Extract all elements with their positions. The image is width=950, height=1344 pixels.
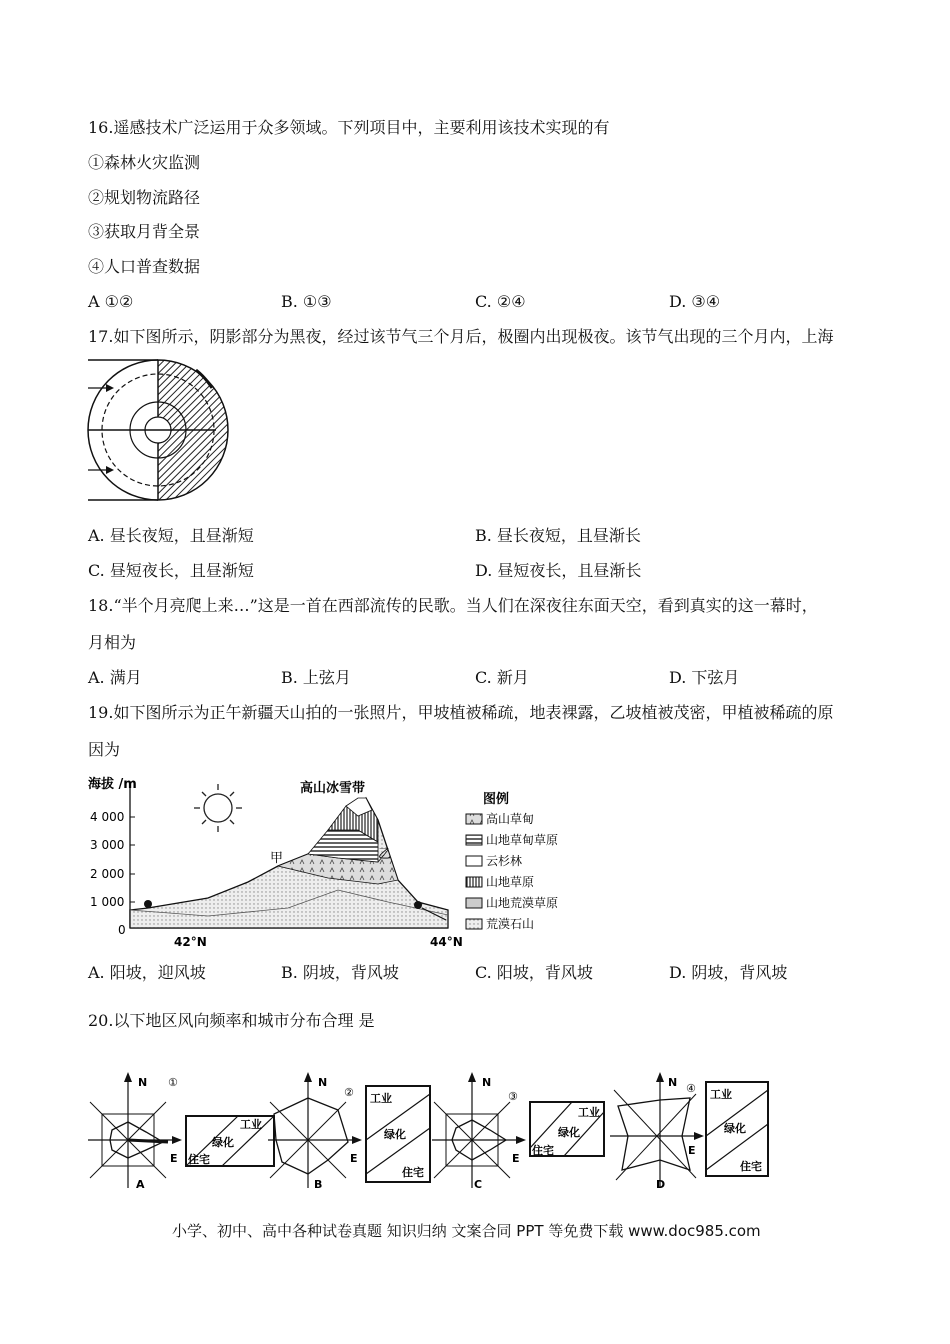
q19-legend-5: 山地荒漠草原 bbox=[486, 896, 559, 910]
q16-option-c: C. ②④ bbox=[475, 292, 526, 311]
q20-a-residence: 住宅 bbox=[188, 1153, 210, 1166]
q17-option-b: B. 昼长夜短，且昼渐长 bbox=[475, 526, 641, 545]
q19-legend-2: 山地草甸草原 bbox=[486, 833, 559, 847]
q20-a-east: E bbox=[170, 1152, 178, 1165]
q16-option-d: D. ③④ bbox=[669, 292, 721, 311]
q19-mountain-profile-figure bbox=[88, 770, 578, 950]
q19-stem-cont: 因为 bbox=[88, 740, 121, 759]
q19-stem: 19.如下图所示为正午新疆天山拍的一张照片，甲坡植被稀疏，地表裸露，乙坡植被茂密，甲植被稀疏的原 bbox=[88, 703, 834, 722]
sun-icon bbox=[194, 784, 242, 832]
q18-option-b: B. 上弦月 bbox=[281, 668, 351, 687]
q18-stem: 18.“半个月亮爬上来…”这是一首在西部流传的民歌。当人们在深夜往东面天空，看到真实的这一幕时， bbox=[88, 596, 818, 615]
q17-stem: 17.如下图所示，阴影部分为黑夜，经过该节气三个月后，极圈内出现极夜。该节气出现的三个月内，上海 bbox=[88, 327, 834, 346]
q19-legend-title: 图例 bbox=[483, 792, 510, 807]
q20-panel-b bbox=[268, 1070, 438, 1195]
q20-a-industry: 工业 bbox=[240, 1118, 262, 1131]
q20-d-green: 绿化 bbox=[724, 1122, 746, 1135]
q20-a-num: ① bbox=[168, 1076, 178, 1089]
q20-a-green: 绿化 bbox=[212, 1136, 234, 1149]
q17-earth-illumination-figure bbox=[88, 358, 218, 500]
q17-option-d: D. 昼短夜长，且昼渐长 bbox=[475, 561, 642, 580]
page-footer: 小学、初中、高中各种试卷真题 知识归纳 文案合同 PPT 等免费下载 www.doc985.com bbox=[172, 1222, 761, 1240]
q18-option-c: C. 新月 bbox=[475, 668, 529, 687]
q20-b-east: E bbox=[350, 1152, 358, 1165]
q19-legend-6: 荒漠石山 bbox=[486, 917, 535, 931]
q20-b-green: 绿化 bbox=[384, 1128, 406, 1141]
q17-option-a: A. 昼长夜短，且昼渐短 bbox=[88, 526, 254, 545]
q16-stem: 16.遥感技术广泛运用于众多领域。下列项目中，主要利用该技术实现的有 bbox=[88, 118, 610, 137]
q19-ytick-2000: 2 000 bbox=[90, 867, 125, 881]
q20-d-east: E bbox=[688, 1144, 696, 1157]
q20-c-north: N bbox=[482, 1076, 492, 1089]
q19-ylabel: 海拔 /m bbox=[88, 777, 137, 792]
q19-option-d: D. 阴坡，背风坡 bbox=[669, 963, 788, 982]
q20-stem: 20.以下地区风向频率和城市分布合理 是 bbox=[88, 1011, 375, 1030]
q16-item-1: ①森林火灾监测 bbox=[88, 153, 201, 172]
q18-option-d: D. 下弦月 bbox=[669, 668, 740, 687]
q19-peak-label: 高山冰雪带 bbox=[300, 781, 366, 796]
q20-c-east: E bbox=[512, 1152, 520, 1165]
q19-ytick-1000: 1 000 bbox=[90, 895, 125, 909]
q20-b-north: N bbox=[318, 1076, 328, 1089]
q19-option-a: A. 阳坡，迎风坡 bbox=[88, 963, 206, 982]
q20-d-num: ④ bbox=[686, 1082, 696, 1095]
q20-panel-c bbox=[432, 1070, 612, 1195]
q20-c-residence: 住宅 bbox=[532, 1144, 554, 1157]
q20-b-num: ② bbox=[344, 1086, 354, 1099]
q19-ytick-3000: 3 000 bbox=[90, 838, 125, 852]
q20-b-residence: 住宅 bbox=[402, 1166, 424, 1179]
q20-c-num: ③ bbox=[508, 1090, 518, 1103]
q19-ytick-4000: 4 000 bbox=[90, 810, 125, 824]
q20-a-north: N bbox=[138, 1076, 148, 1089]
q19-xtick-42n: 42°N bbox=[174, 935, 207, 949]
q20-d-north: N bbox=[668, 1076, 678, 1089]
q16-option-b: B. ①③ bbox=[281, 292, 332, 311]
q16-item-2: ②规划物流路径 bbox=[88, 188, 201, 207]
q19-legend-4: 山地草原 bbox=[486, 875, 535, 889]
q20-d-industry: 工业 bbox=[710, 1088, 732, 1101]
q19-xtick-44n: 44°N bbox=[430, 935, 463, 949]
q16-option-a: A ①② bbox=[88, 292, 134, 311]
q20-panel-a bbox=[88, 1070, 278, 1195]
q20-d-residence: 住宅 bbox=[740, 1160, 762, 1173]
q18-option-a: A. 满月 bbox=[88, 668, 142, 687]
q19-slope-jia: 甲 bbox=[270, 851, 284, 866]
q16-item-3: ③获取月背全景 bbox=[88, 222, 201, 241]
q19-option-b: B. 阴坡，背风坡 bbox=[281, 963, 399, 982]
q19-ytick-0: 0 bbox=[118, 923, 126, 937]
q16-item-4: ④人口普查数据 bbox=[88, 257, 201, 276]
q20-c-green: 绿化 bbox=[558, 1126, 580, 1139]
q20-b-industry: 工业 bbox=[370, 1092, 392, 1105]
q20-a-letter: A bbox=[136, 1178, 145, 1191]
q19-legend-3: 云杉林 bbox=[486, 854, 523, 868]
q20-b-letter: B bbox=[314, 1178, 323, 1191]
q20-d-letter: D bbox=[656, 1178, 666, 1191]
q19-option-c: C. 阳坡，背风坡 bbox=[475, 963, 593, 982]
q17-option-c: C. 昼短夜长，且昼渐短 bbox=[88, 561, 254, 580]
q19-slope-yi: 乙 bbox=[378, 847, 392, 862]
q20-c-industry: 工业 bbox=[578, 1106, 600, 1119]
q18-stem-cont: 月相为 bbox=[88, 633, 137, 652]
q20-panel-d bbox=[610, 1070, 780, 1195]
q19-legend-1: 高山草甸 bbox=[486, 812, 535, 826]
q20-c-letter: C bbox=[474, 1178, 483, 1191]
